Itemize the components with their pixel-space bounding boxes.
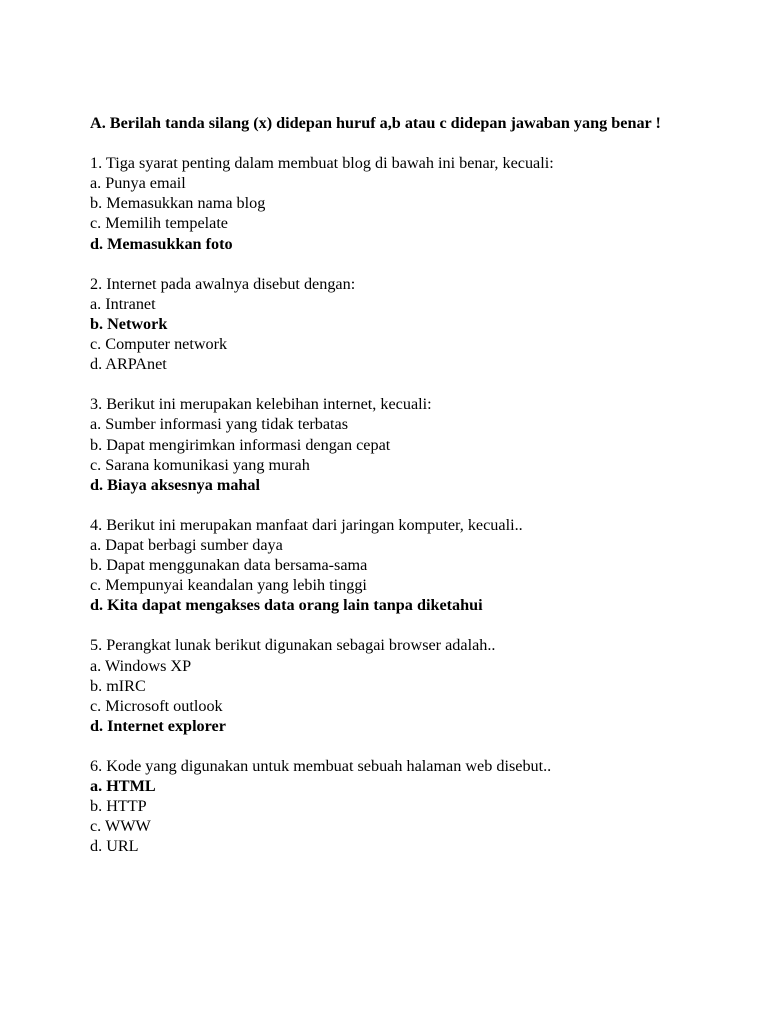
answer-option-correct: a. HTML — [90, 777, 156, 796]
instruction-heading: A. Berilah tanda silang (x) didepan huruf a,b atau c didepan jawaban yang benar ! — [90, 114, 661, 132]
answer-option: b. mIRC — [90, 676, 146, 695]
answer-option: a. Punya email — [90, 174, 186, 193]
question-4 — [90, 515, 710, 615]
question-list — [90, 153, 710, 856]
answer-option-correct: b. Network — [90, 314, 168, 333]
question-5 — [90, 635, 710, 735]
document-page — [90, 113, 710, 856]
answer-option: b. Dapat menggunakan data bersama-sama — [90, 556, 368, 575]
answer-option: b. Dapat mengirimkan informasi dengan cepat — [90, 435, 391, 454]
answer-option: c. Memilih tempelate — [90, 214, 228, 233]
answer-option: b. HTTP — [90, 797, 147, 816]
question-text: 3. Berikut ini merupakan kelebihan internet, kecuali: — [90, 395, 432, 414]
question-text: 5. Perangkat lunak berikut digunakan sebagai browser adalah.. — [90, 636, 496, 655]
answer-option-correct: d. Memasukkan foto — [90, 234, 233, 253]
answer-option: b. Memasukkan nama blog — [90, 194, 266, 213]
question-3 — [90, 394, 710, 494]
answer-option-correct: d. Kita dapat mengakses data orang lain tanpa diketahui — [90, 596, 483, 615]
answer-option-correct: d. Biaya aksesnya mahal — [90, 475, 261, 494]
question-text: 1. Tiga syarat penting dalam membuat blog di bawah ini benar, kecuali: — [90, 154, 554, 173]
question-2 — [90, 274, 710, 374]
question-text: 6. Kode yang digunakan untuk membuat sebuah halaman web disebut.. — [90, 757, 552, 775]
question-text: 2. Internet pada awalnya disebut dengan: — [90, 274, 356, 293]
question-1 — [90, 153, 710, 253]
answer-option: c. Sarana komunikasi yang murah — [90, 455, 310, 474]
answer-option: a. Sumber informasi yang tidak terbatas — [90, 415, 349, 434]
answer-option: c. Computer network — [90, 335, 228, 354]
answer-option: c. WWW — [90, 817, 151, 836]
answer-option: d. ARPAnet — [90, 355, 167, 374]
answer-option-correct: d. Internet explorer — [90, 716, 226, 735]
question-text: 4. Berikut ini merupakan manfaat dari jaringan komputer, kecuali.. — [90, 515, 523, 534]
answer-option: c. Mempunyai keandalan yang lebih tinggi — [90, 576, 367, 595]
question-6 — [90, 756, 710, 856]
answer-option: a. Windows XP — [90, 656, 192, 675]
answer-option: a. Intranet — [90, 294, 156, 313]
answer-option: a. Dapat berbagi sumber daya — [90, 535, 283, 554]
answer-option: d. URL — [90, 837, 139, 856]
answer-option: c. Microsoft outlook — [90, 696, 223, 715]
